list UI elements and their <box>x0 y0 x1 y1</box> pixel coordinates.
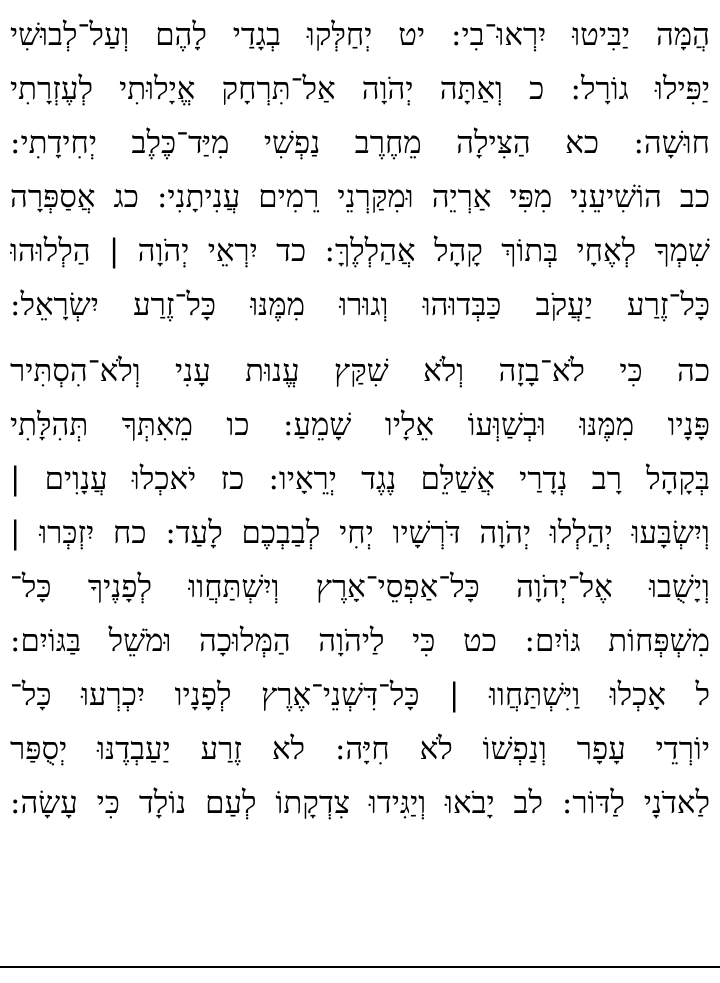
text-line-2: יַפִּילוּ גוֹרָל: כ וְאַתָּה יְהֹוָה אַל־תִּרְחָק אֱיָלוּתִי לְעֶזְרָתִי <box>10 71 710 107</box>
text-line-8: פָּנָיו מִמֶּנּוּ וּבְשַׁוְּעוֹ אֵלָיו שָׁמֵעַ: כו מֵאִתְּךָ תְּהִלָּתִי <box>10 407 710 443</box>
text-line-5: שִׁמְךָ לְאֶחָי בְּתוֹךְ קָהָל אֲהַלְלֶךָּ: כד יִרְאֵי יְהֹוָה | הַלְלוּהוּ <box>10 233 710 269</box>
text-line-7: כה כִּי לֹא־בָזָה וְלֹא שִׁקַּץ עֱנוּת עָנִי וְלֹא־הִסְתִּיר <box>10 353 710 389</box>
hebrew-text-block <box>10 8 710 830</box>
text-line-11: וְיָשֻׁבוּ אֶל־יְהֹוָה כָּל־אַפְסֵי־אָרֶץ וְיִשְׁתַּחֲווּ לְפָנֶיךָ כָּל־ <box>10 569 710 605</box>
text-line-6: כָּל־זֶרַע יַעֲקֹב כַּבְּדוּהוּ וְגוּרוּ מִמֶּנּוּ כָּל־זֶרַע יִשְׂרָאֵל: <box>10 287 710 323</box>
text-line-3: חוּשָׁה: כא הַצִּילָה מֵחֶרֶב נַפְשִׁי מִיַּד־כֶּלֶב יְחִידָתִי: <box>10 125 710 161</box>
text-line-1: הֲמָּה יַבִּיטוּ יִרְאוּ־בִי: יט יְחַלְּקוּ בְגָדַי לָהֶם וְעַל־לְבוּשִׁי <box>10 17 710 53</box>
text-line-12: מִשְׁפְּחוֹת גּוֹיִם: כט כִּי לַיהֹוָה הַמְּלוּכָה וּמֹשֵׁל בַּגּוֹיִם: <box>10 623 710 659</box>
text-line-13: ל אָכְלוּ וַיִּשְׁתַּחֲווּ | כָּל־דִּשְׁנֵי־אֶרֶץ לְפָנָיו יִכְרְעוּ כָּל־ <box>10 677 710 713</box>
bottom-rule-line <box>0 966 720 968</box>
text-line-15: לַאדֹנָי לַדּוֹר: לב יָבֹאוּ וְיַגִּידוּ צִדְקָתוֹ לְעַם נוֹלָד כִּי עָשָׂה: <box>10 785 710 821</box>
text-line-4: כב הוֹשִׁיעֵנִי מִפִּי אַרְיֵה וּמִקַּרְנֵי רֵמִים עֲנִיתָנִי: כג אֲסַפְּרָה <box>10 179 710 215</box>
text-line-14: יוֹרְדֵי עָפָר וְנַפְשׁוֹ לֹא חִיָּה: לא זֶרַע יַעַבְדֶנּוּ יְסֻפַּר <box>10 731 710 767</box>
text-line-10: וְיִשְׂבָּעוּ יְהַלְלוּ יְהֹוָה דֹּרְשָׁיו יְחִי לְבַבְכֶם לָעַד: כח יִזְכְּרוּ | <box>10 515 710 551</box>
text-line-9: בְּקָהָל רָב נְדָרַי אֲשַׁלֵּם נֶגֶד יְרֵאָיו: כז יֹאכְלוּ עֲנָוִים | <box>10 461 710 497</box>
